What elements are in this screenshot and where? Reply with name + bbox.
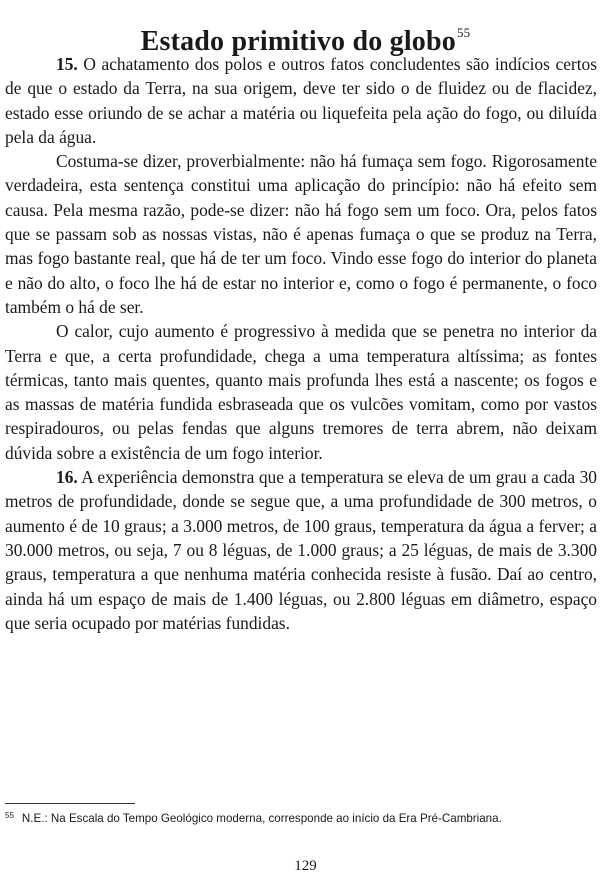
title-text: Estado primitivo do globo	[140, 25, 456, 57]
paragraph-fumaca	[5, 149, 597, 319]
paragraph-16	[5, 465, 597, 635]
paragraph-number: 16.	[56, 467, 78, 488]
footnote	[5, 809, 605, 826]
paragraph-number: 15.	[56, 54, 78, 74]
body-text	[5, 52, 597, 635]
paragraph-text: O achatamento dos polos e outros fatos concludentes são indícios certos de que o estado da Terra, na sua origem, deve ter sido o de fluidez ou de flacidez, estado esse oriundo de se achar a matéria ou liquefeita pela ação do fogo, ou diluída pela da água.	[5, 54, 597, 147]
paragraph-text: O calor, cujo aumento é progressivo à medida que se penetra no interior da Terra e que, a certa profundidade, chega a uma temperatura altíssima; as fontes térmicas, tanto mais quentes, quanto mais profunda lhes está a nascente; os fogos e as massas de matéria fundida esbraseada que os vulcões vomitam, como por vastos respiradouros, ou pelas fendas que alguns tremores de terra abrem, não deixam dúvida sobre a existência de um fogo interior.	[5, 321, 597, 463]
footnote-mark: 55	[5, 811, 14, 820]
footnote-text: N.E.: Na Escala do Tempo Geológico moderna, corresponde ao início da Era Pré-Cambriana.	[21, 812, 502, 825]
paragraph-calor	[5, 319, 597, 465]
title-footnote-ref[interactable]: 55	[456, 24, 471, 40]
page-number: 129	[294, 858, 317, 874]
paragraph-text: Costuma-se dizer, proverbialmente: não há fumaça sem fogo. Rigorosamente verdadeira, esta sentença constitui uma aplicação do princípio: não há efeito sem causa. Pela mesma razão, pode-se dizer: não há fogo sem um foco. Ora, pelos fatos que se passam sob as nossas vistas, não é apenas fumaça o que se produz na Terra, mas fogo bastante real, que há de ter um foco. Vindo esse fogo do interior do planeta e não do alto, o foco lhe há de estar no interior e, como o fogo é permanente, o foco também o há de ser.	[5, 151, 597, 317]
paragraph-15	[5, 52, 597, 149]
footnote-divider	[5, 803, 135, 804]
paragraph-text: A experiência demonstra que a temperatura se eleva de um grau a cada 30 metros de profundidade, donde se segue que, a uma profundidade de 300 metros, o aumento é de 10 graus; a 3.000 metros, de 100 graus, temperatura da água a ferver; a 30.000 metros, ou seja, 7 ou 8 léguas, de 1.000 graus; a 25 léguas, de mais de 3.300 graus, temperatura a que nenhuma matéria conhecida resiste à fusão. Daí ao centro, ainda há um espaço de mais de 1.400 léguas, ou 2.800 léguas em diâmetro, espaço que seria ocupado por matérias fundidas.	[5, 467, 597, 633]
